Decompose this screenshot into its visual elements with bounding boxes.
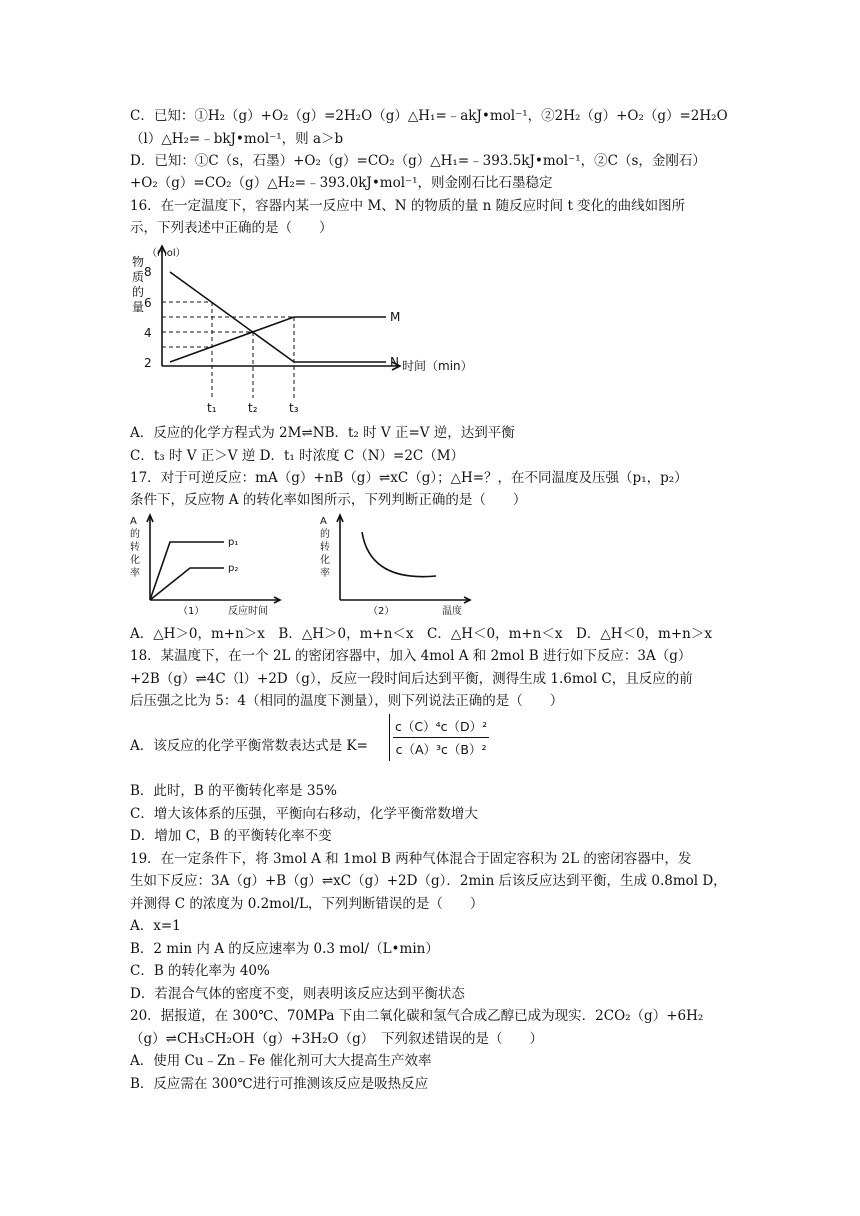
fig17b-ylabel-4: 化 [320,555,330,566]
q18-option-b: B．此时，B 的平衡转化率是 35% [130,783,337,799]
q20-stem-line2: （g）⇌CH₃CH₂OH（g）+3H₂O（g） 下列叙述错误的是（ ） [130,1031,544,1047]
q18-stem-line1: 18．某温度下，在一个 2L 的密闭容器中，加入 4mol A 和 2mol B 进行如下反应：3A（g） [130,648,692,664]
fig16-ylabel-3: 的 [132,285,145,299]
k-numerator: c（C）⁴c（D）² [395,719,488,734]
fig17b-ylabel-5: 率 [320,568,330,579]
fig17b-curve [362,532,436,577]
fig17a-xlabel: 反应时间 [228,606,268,617]
fig17a-ylabel-4: 化 [130,555,140,566]
q17-options: A．△H＞0，m+n＞x B．△H＞0，m+n＜x C．△H＜0，m+n＜x D．△H＜0，m+n＞x [130,626,712,642]
fig17a-ylabel-1: A [130,516,137,527]
fig16-ylabel-2: 质 [132,270,145,284]
fig16-series-m [170,317,386,362]
fig16-xlabel: 时间（min） [402,359,473,373]
fig16-xtick-t3: t₃ [289,401,299,415]
fig16-ylabel-4: 量 [132,300,145,314]
q18-stem-line3: 后压强之比为 5：4（相同的温度下测量），则下列说法正确的是（ ） [130,693,564,709]
fig16-ylabel-1: 物 [132,255,145,269]
q16-option-cd: C．t₃ 时 V 正＞V 逆 D．t₁ 时浓度 C（N）=2C（M） [130,448,465,464]
fig17a-ylabel-5: 率 [130,568,140,579]
q16-stem-line1: 16．在一定温度下，容器内某一反应中 M、N 的物质的量 n 随反应时间 t 变化的曲线如图所 [130,198,686,214]
fig17-chart-2 [318,512,478,618]
q15-option-c-line2: （l）△H₂=﹣bkJ•mol⁻¹，则 a＞b [130,131,344,147]
fig17a-caption: （1） [178,606,205,617]
q19-stem-line1: 19．在一定条件下，将 3mol A 和 1mol B 两种气体混合于固定容积为 2L 的密闭容器中，发 [130,851,692,867]
fig16-label-m: M [390,310,401,324]
fig17b-xlabel: 温度 [442,606,462,617]
fig16-ytick-2: 2 [144,356,152,370]
q19-stem-line2: 生如下反应：3A（g）+B（g）⇌xC（g）+2D（g）．2min 后该反应达到平衡，生成 0.8mol D， [130,873,727,889]
q17-stem-line1: 17．对于可逆反应：mA（g）+nB（g）⇌xC（g）；△H=？，在不同温度及压强（p₁，p₂） [130,470,688,486]
q19-option-d: D．若混合气体的密度不变，则表明该反应达到平衡状态 [130,986,465,1002]
fig17a-ylabel-3: 转 [130,542,140,553]
q16-option-ab: A．反应的化学方程式为 2M⇌NB．t₂ 时 V 正=V 逆，达到平衡 [130,425,515,441]
k-left-rule [389,714,395,761]
fig17a-curve-p2 [150,568,224,600]
fig16-xtick-t2: t₂ [248,401,258,415]
fig16-ytick-4: 4 [144,326,152,340]
q18-option-c: C．增大该体系的压强，平衡向右移动，化学平衡常数增大 [130,806,478,822]
fig17b-ylabel-1: A [320,516,327,527]
fig16-ytick-8: 8 [144,265,152,279]
q20-option-a: A．使用 Cu﹣Zn﹣Fe 催化剂可大大提高生产效率 [130,1053,432,1069]
q18-option-d: D．增加 C，B 的平衡转化率不变 [130,828,332,844]
q19-stem-line3: 并测得 C 的浓度为 0.2mol/L，下列判断错误的是（ ） [130,896,484,912]
fig16-ytick-6: 6 [144,296,152,310]
k-fraction-bar [393,737,489,738]
q18-stem-line2: +2B（g）⇌4C（l）+2D（g），反应一段时间后达到平衡，测得生成 1.6mol C，且反应的前 [130,671,693,687]
fig17b-ylabel-3: 转 [320,542,330,553]
fig17b-caption: （2） [368,606,395,617]
fig16-xtick-t1: t₁ [207,401,217,415]
fig16-chart [128,240,478,420]
q19-option-c: C．B 的转化率为 40% [130,963,270,979]
fig17a-label-p1: p₁ [228,537,239,548]
q17-stem-line2: 条件下，反应物 A 的转化率如图所示，下列判断正确的是（ ） [130,492,527,508]
fig17a-ylabel-2: 的 [130,529,140,540]
fig17a-label-p2: p₂ [228,563,239,574]
q19-option-b: B．2 min 内 A 的反应速率为 0.3 mol/（L•min） [130,941,439,957]
fig17-chart-1 [128,512,288,618]
q15-option-d-line1: D．已知：①C（s，石墨）+O₂（g）=CO₂（g）△H₁=﹣393.5kJ•mol⁻¹，②C（s，金刚石） [130,153,706,169]
q20-stem-line1: 20．据报道，在 300℃、70MPa 下由二氧化碳和氢气合成乙醇已成为现实．2CO₂（g）+6H₂ [130,1008,704,1024]
q19-option-a: A．x=1 [130,918,181,934]
k-expression [393,717,489,758]
fig16-yunit: （mol） [147,248,186,259]
fig17b-ylabel-2: 的 [320,529,330,540]
fig16-label-n: N [390,355,399,369]
q18-option-a: A．该反应的化学平衡常数表达式是 K= [130,738,368,754]
k-denominator: c（A）³c（B）² [395,742,487,757]
q20-option-b: B．反应需在 300℃进行可推测该反应是吸热反应 [130,1076,429,1092]
q15-option-d-line2: +O₂（g）=CO₂（g）△H₂=﹣393.0kJ•mol⁻¹，则金刚石比石墨稳定 [130,175,553,191]
q15-option-c-line1: C．已知：①H₂（g）+O₂（g）=2H₂O（g）△H₁=﹣akJ•mol⁻¹，②2H₂（g）+O₂（g）=2H₂O [130,108,728,124]
q16-stem-line2: 示，下列表述中正确的是（ ） [130,220,333,236]
